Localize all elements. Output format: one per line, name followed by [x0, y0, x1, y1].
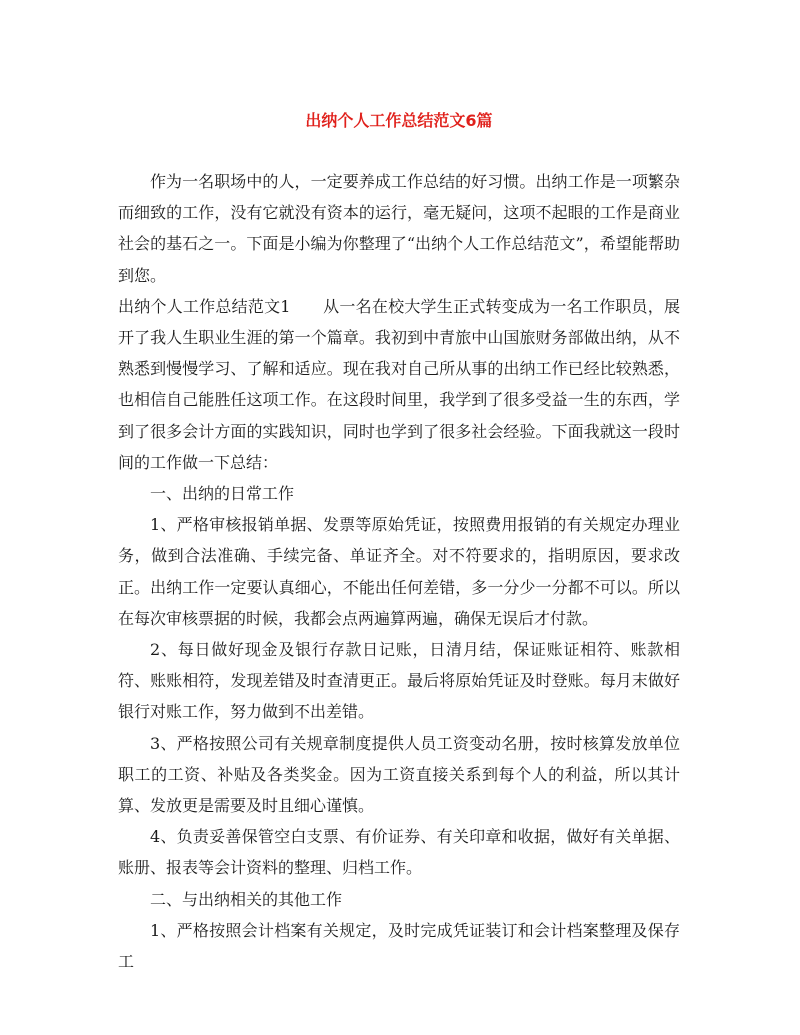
list-item-1: 1、严格审核报销单据、发票等原始凭证，按照费用报销的有关规定办理业务，做到合法准确、手续完备、单证齐全。对不符要求的，指明原因，要求改正。出纳工作一定要认真细心，不能出任何差错，多一分少一分都不可以。所以在每次审核票据的时候，我都会点两遍算两遍，确保无误后才付款。	[118, 515, 680, 628]
list-item-5: 1、严格按照会计档案有关规定，及时完成凭证装订和会计档案整理及保存工	[118, 920, 680, 972]
section-heading-daily-work: 一、出纳的日常工作	[150, 484, 295, 504]
document-body	[118, 166, 680, 977]
list-item-2: 2、每日做好现金及银行存款日记账，日清月结，保证账证相符、账款相符、账账相符，发现差错及时查清更正。最后将原始凭证及时登账。每月末做好银行对账工作，努力做到不出差错。	[118, 640, 680, 722]
section-heading-other-work: 二、与出纳相关的其他工作	[150, 889, 343, 909]
list-item-3: 3、严格按照公司有关规章制度提供人员工资变动名册，按时核算发放单位职工的工资、补贴及各类奖金。因为工资直接关系到每个人的利益，所以其计算、发放更是需要及时且细心谨慎。	[118, 733, 680, 816]
sample-1-paragraph: 出纳个人工作总结范文1 从一名在校大学生正式转变成为一名工作职员，展开了我人生职业生涯的第一个篇章。我初到中青旅中山国旅财务部做出纳，从不熟悉到慢慢学习、了解和适应。现在我对自己所从事的出纳工作已经比较熟悉，也相信自己能胜任这项工作。在这段时间里，我学到了很多受益一生的东西，学到了很多会计方面的实践知识，同时也学到了很多社会经验。下面我就这一段时间的工作做一下总结：	[118, 296, 680, 472]
list-item-4: 4、负责妥善保管空白支票、有价证券、有关印章和收据，做好有关单据、账册、报表等会计资料的整理、归档工作。	[118, 827, 680, 878]
intro-paragraph: 作为一名职场中的人，一定要养成工作总结的好习惯。出纳工作是一项繁杂而细致的工作，没有它就没有资本的运行，毫无疑问，这项不起眼的工作是商业社会的基石之一。下面是小编为你整理了“出纳个人工作总结范文”，希望能帮助到您。	[118, 172, 680, 285]
document-title: 出纳个人工作总结范文6篇	[305, 111, 493, 130]
